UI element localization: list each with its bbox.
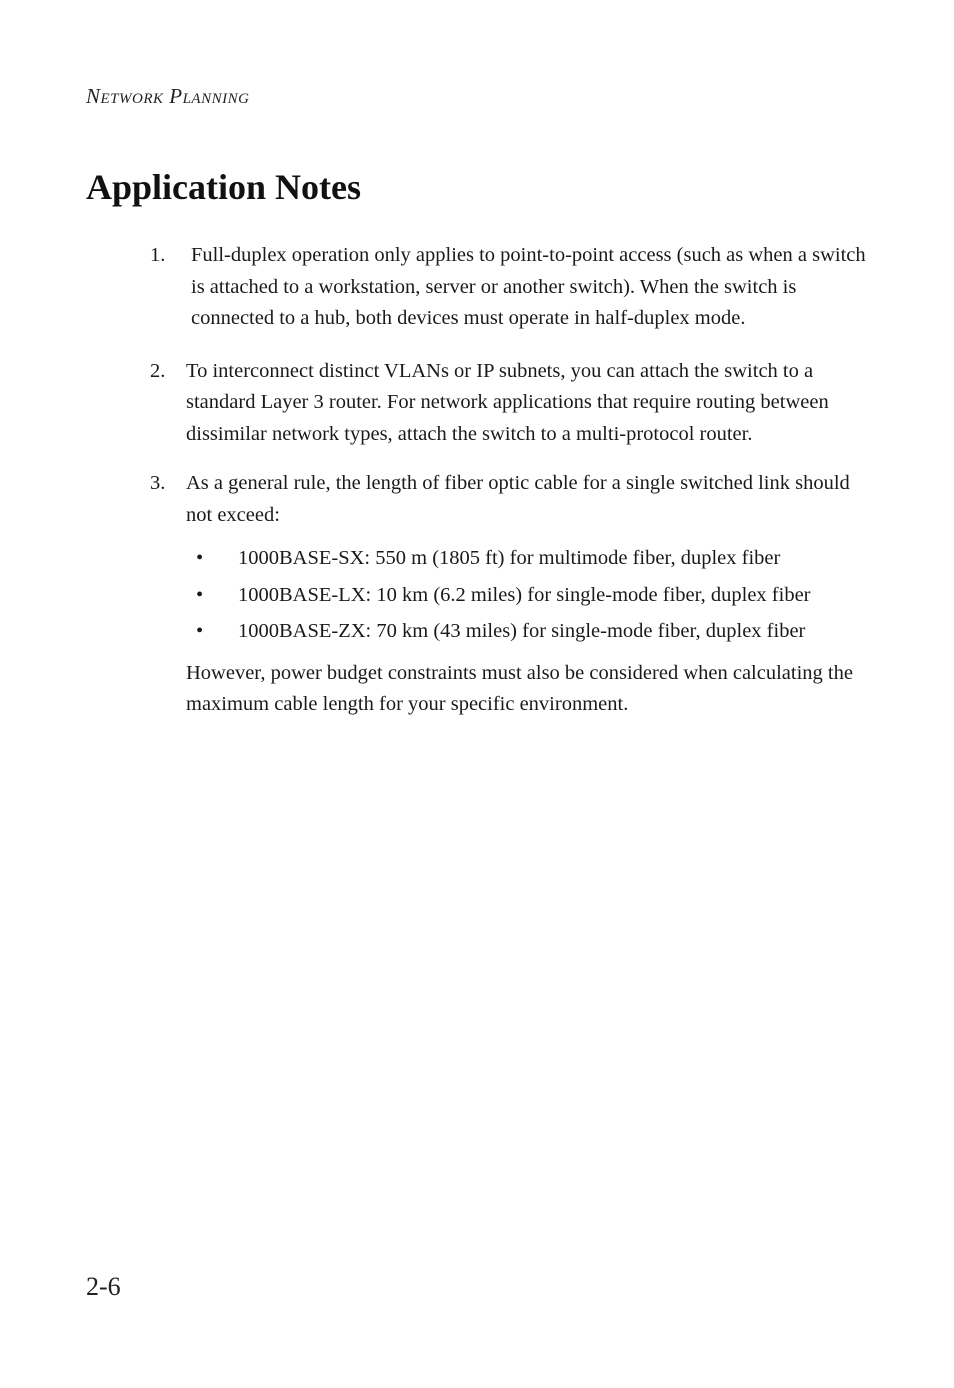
fiber-length-item-sx bbox=[186, 543, 870, 575]
application-notes-list bbox=[150, 240, 870, 721]
page-title: Application Notes bbox=[86, 167, 362, 207]
note-item-2 bbox=[150, 356, 870, 451]
note-item-3 bbox=[150, 468, 870, 721]
bullet-text: 1000BASE-ZX: 70 km (43 miles) for single-mode fiber, duplex fiber bbox=[238, 620, 806, 642]
running-header: Network Planning bbox=[86, 84, 250, 108]
bullet-icon: • bbox=[196, 583, 204, 606]
note-item-1 bbox=[150, 240, 870, 335]
note-number: 1. bbox=[150, 244, 166, 266]
bullet-icon: • bbox=[196, 620, 204, 642]
fiber-length-item-lx bbox=[186, 580, 870, 612]
bullet-text: 1000BASE-SX: 550 m (1805 ft) for multimode fiber, duplex fiber bbox=[238, 547, 781, 569]
note-text: As a general rule, the length of fiber optic cable for a single switched link should not exceed: bbox=[186, 472, 850, 526]
bullet-icon: • bbox=[196, 547, 204, 569]
note-number: 2. bbox=[150, 359, 166, 382]
closing-paragraph: However, power budget constraints must also be considered when calculating the maximum cable length for your specific environment. bbox=[186, 661, 853, 715]
page-number: 2-6 bbox=[86, 1272, 121, 1301]
bullet-text: 1000BASE-LX: 10 km (6.2 miles) for single-mode fiber, duplex fiber bbox=[238, 583, 811, 606]
note-text: Full-duplex operation only applies to point-to-point access (such as when a switch is attached to a workstation, server or another switch). When the switch is connected to a hub, both devices must operate in half-duplex mode. bbox=[191, 244, 866, 329]
note-text: To interconnect distinct VLANs or IP subnets, you can attach the switch to a standard Layer 3 router. For network applications that require routing between dissimilar network types, attach the switch to a multi-protocol router. bbox=[186, 359, 829, 445]
note-number: 3. bbox=[150, 472, 166, 494]
fiber-length-list bbox=[186, 543, 870, 648]
fiber-length-item-zx bbox=[186, 616, 870, 648]
